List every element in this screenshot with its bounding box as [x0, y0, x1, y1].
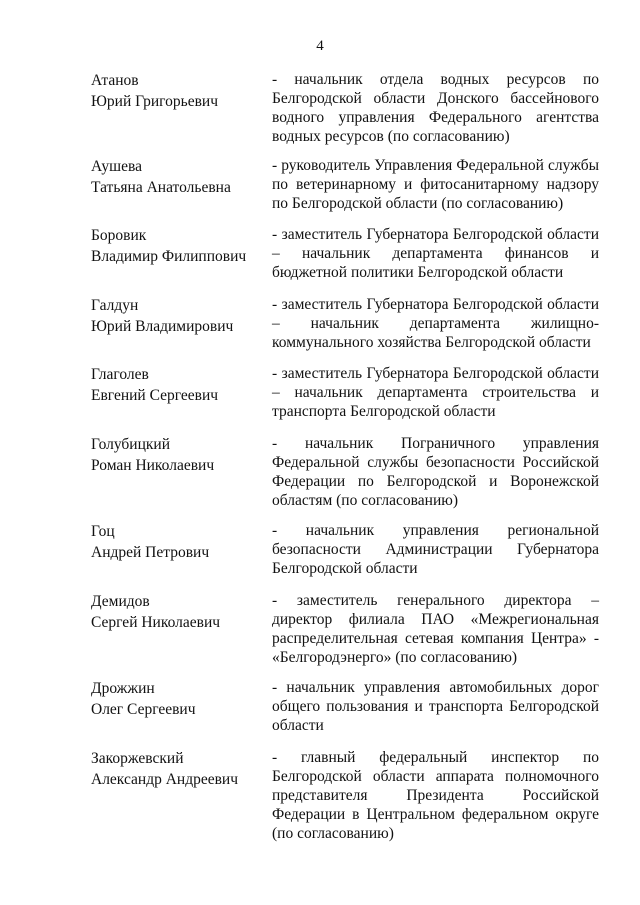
member-name [91, 364, 266, 406]
member-given-names: Юрий Владимирович [91, 318, 234, 335]
member-surname: Аушева [91, 158, 142, 175]
member-role: - заместитель генерального директора – директор филиала ПАО «Межрегиональная распределительная сетевая компания Центра» - «Белгородэнерго» (по согласованию) [272, 592, 599, 666]
member-given-names: Андрей Петрович [91, 544, 210, 561]
member-given-names: Евгений Сергеевич [91, 387, 219, 404]
member-surname: Атанов [91, 72, 139, 89]
member-given-names: Сергей Николаевич [91, 614, 221, 631]
member-name [91, 434, 266, 476]
member-surname: Дрожжин [91, 680, 155, 697]
member-name [91, 521, 266, 563]
member-role: - руководитель Управления Федеральной службы по ветеринарному и фитосанитарному надзору по Белгородской области (по согласованию) [272, 157, 599, 212]
member-given-names: Юрий Григорьевич [91, 93, 219, 110]
member-surname: Боровик [91, 227, 147, 244]
member-role: - заместитель Губернатора Белгородской области – начальник департамента строительства и транспорта Белгородской области [272, 365, 599, 420]
member-surname: Гоц [91, 523, 115, 540]
member-role: - начальник отдела водных ресурсов по Белгородской области Донского бассейнового водного управления Федерального агентства водных ресурсов (по согласованию) [272, 71, 599, 145]
member-surname: Галдун [91, 297, 139, 314]
page-number: 4 [316, 38, 324, 54]
member-name [91, 748, 266, 790]
member-role: - начальник Пограничного управления Федеральной службы безопасности Российской Федерации по Белгородской и Воронежской областям (по согласованию) [272, 435, 599, 509]
member-name [91, 70, 266, 112]
member-given-names: Олег Сергеевич [91, 701, 196, 718]
member-role: - начальник управления региональной безопасности Администрации Губернатора Белгородской области [272, 522, 599, 577]
member-name [91, 591, 266, 633]
member-name [91, 678, 266, 720]
member-name [91, 156, 266, 198]
member-given-names: Роман Николаевич [91, 457, 215, 474]
member-given-names: Александр Андреевич [91, 771, 239, 788]
member-surname: Демидов [91, 593, 150, 610]
member-role: - заместитель Губернатора Белгородской области – начальник департамента финансов и бюджетной политики Белгородской области [272, 226, 599, 281]
member-surname: Закоржевский [91, 750, 184, 767]
member-surname: Голубицкий [91, 436, 171, 453]
member-surname: Глаголев [91, 366, 149, 383]
member-given-names: Владимир Филиппович [91, 248, 247, 265]
member-role: - главный федеральный инспектор по Белгородской области аппарата полномочного представителя Президента Российской Федерации в Центральном федеральном округе (по согласованию) [272, 749, 599, 842]
member-role: - заместитель Губернатора Белгородской области – начальник департамента жилищно-коммунального хозяйства Белгородской области [272, 296, 599, 351]
member-role: - начальник управления автомобильных дорог общего пользования и транспорта Белгородской области [272, 679, 599, 734]
member-name [91, 295, 266, 337]
member-given-names: Татьяна Анатольевна [91, 179, 231, 196]
member-name [91, 225, 266, 267]
